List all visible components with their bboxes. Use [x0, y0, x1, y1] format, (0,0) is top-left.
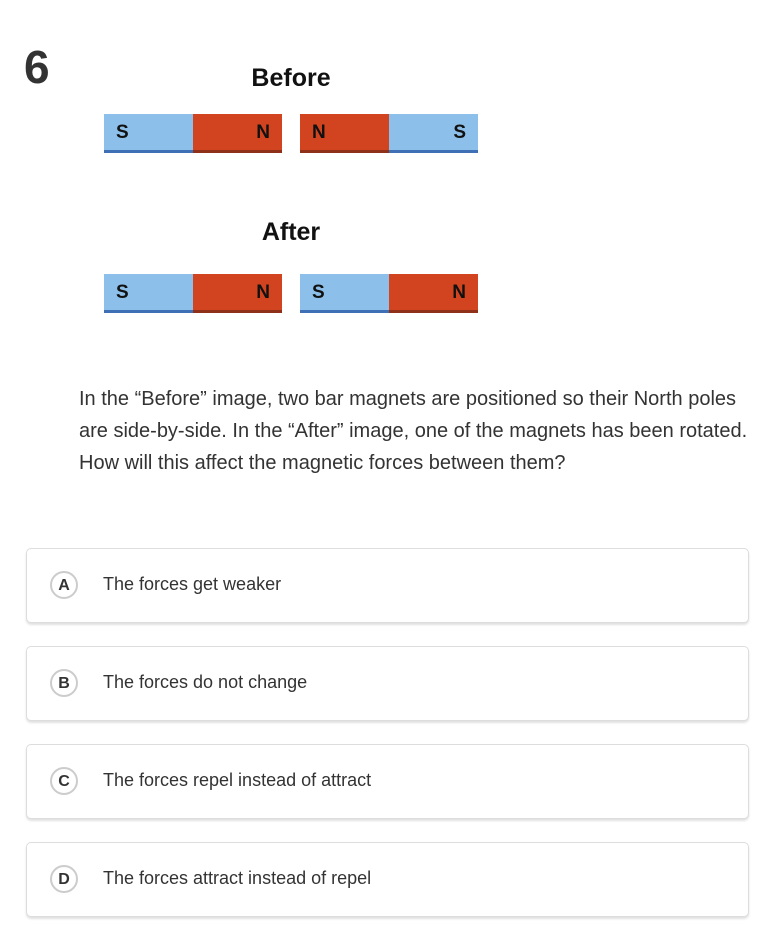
magnet-pole-south: S: [300, 274, 389, 313]
before-magnet-2: [300, 114, 478, 153]
magnet-pole-north: N: [300, 114, 389, 153]
option-d[interactable]: [26, 842, 749, 917]
option-letter-badge: A: [50, 571, 78, 599]
option-a[interactable]: [26, 548, 749, 623]
question-number: 6: [24, 41, 50, 93]
magnet-pole-north: N: [389, 274, 478, 313]
before-magnet-1: [104, 114, 282, 153]
option-b[interactable]: [26, 646, 749, 721]
after-magnet-1: [104, 274, 282, 313]
magnet-pole-north: N: [193, 274, 282, 313]
magnet-pole-south: S: [104, 114, 193, 153]
after-title: After: [261, 218, 321, 246]
magnet-pole-north: N: [193, 114, 282, 153]
option-text: The forces attract instead of repel: [103, 868, 372, 888]
option-letter-badge: C: [50, 767, 78, 795]
question-text: In the “Before” image, two bar magnets are positioned so their North poles are side-by-side. In the “After” image, one of the magnets has been rotated. How will this affect the magnetic forces between them?: [79, 388, 748, 474]
option-text: The forces get weaker: [103, 574, 282, 594]
magnet-pole-south: S: [104, 274, 193, 313]
option-text: The forces do not change: [103, 672, 308, 692]
option-letter-badge: B: [50, 669, 78, 697]
after-magnet-2: [300, 274, 478, 313]
before-title: Before: [251, 64, 331, 92]
option-letter-badge: D: [50, 865, 78, 893]
magnet-pole-south: S: [389, 114, 478, 153]
option-c[interactable]: [26, 744, 749, 819]
option-text: The forces repel instead of attract: [103, 770, 372, 790]
